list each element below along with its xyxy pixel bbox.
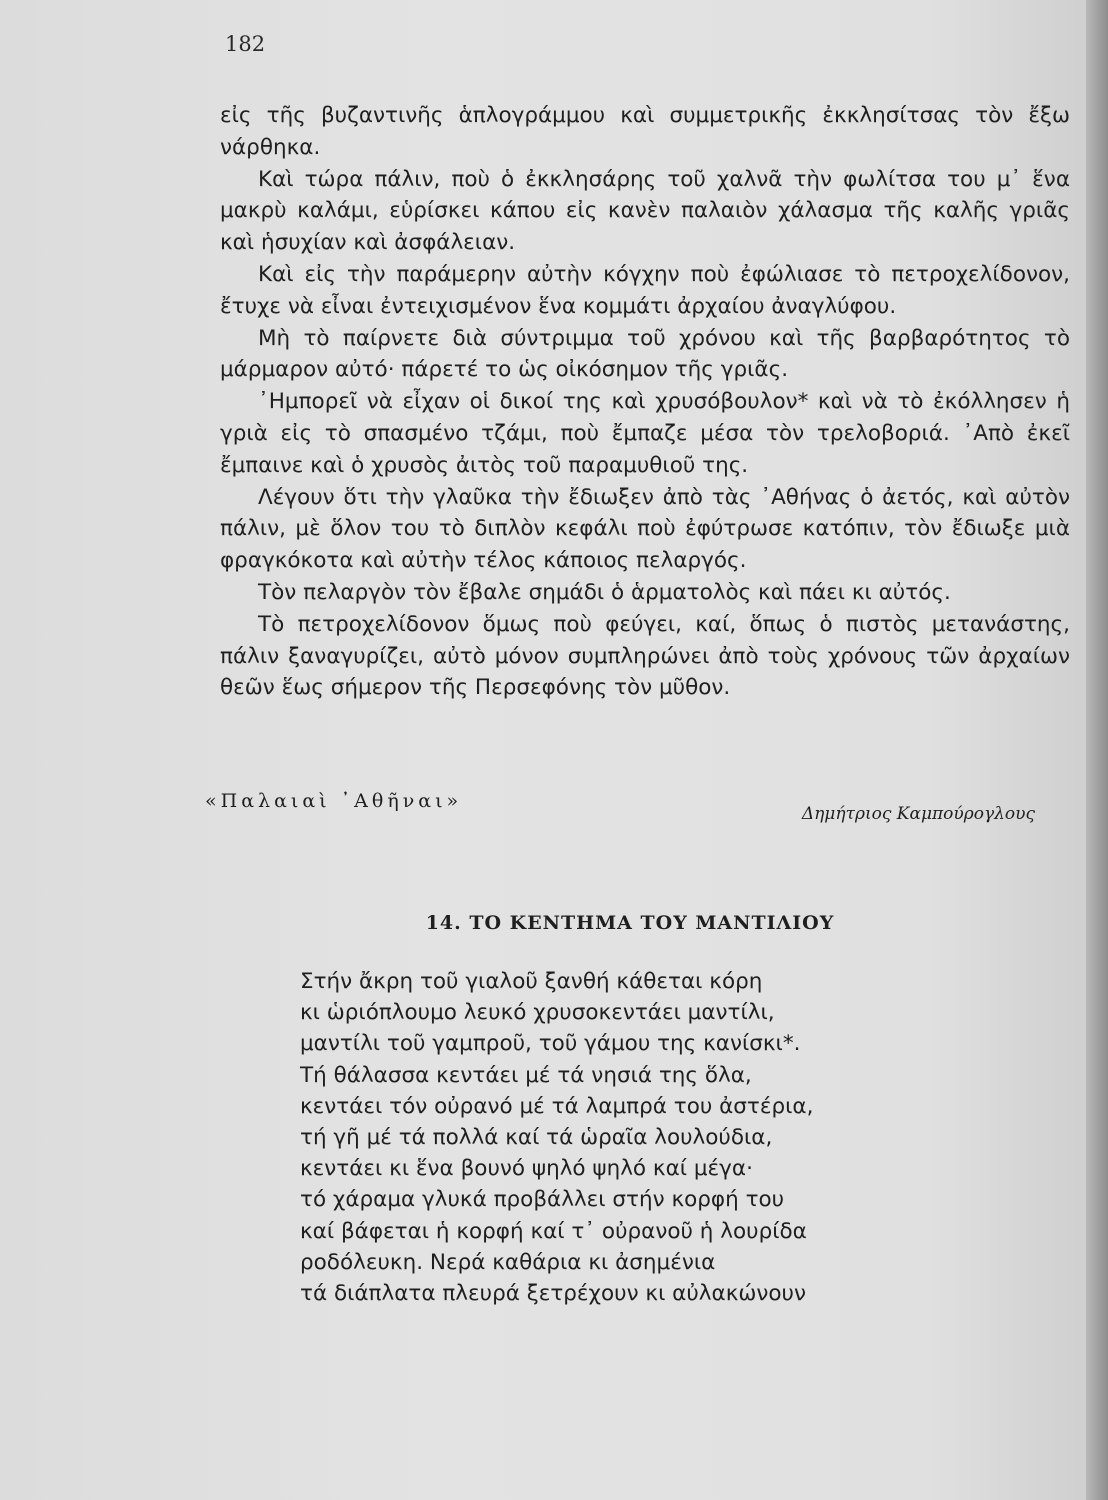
section-heading: 14. ΤΟ ΚΕΝΤΗΜΑ ΤΟΥ ΜΑΝΤΙΛΙΟΥ [425, 912, 835, 934]
poem-line: κι ὡριόπλουμο λευκό χρυσοκεντάει μαντίλι, [300, 1000, 775, 1026]
paragraph: Μὴ τὸ παίρνετε διὰ σύντριμμα τοῦ χρόνου καὶ τῆς βαρβαρότητος τὸ μάρμαρον αὐτό· πάρετέ το ὡς οἰκόσημον τῆς γριᾶς. [220, 325, 1070, 383]
poem-line: Στήν ἄκρη τοῦ γιαλοῦ ξανθή κάθεται κόρη [300, 969, 763, 994]
paragraph: Λέγουν ὅτι τὴν γλαῦκα τὴν ἔδιωξεν ἀπὸ τὰς ᾿Αθήνας ὁ ἀετός, καὶ αὐτὸν πάλιν, μὲ ὅλον του τὸ διπλὸν κεφάλι ποὺ ἐφύτρωσε κατόπιν, τὸν ἔδιωξε μιὰ φραγκόκοτα καὶ αὐτὴν τέλος κάποιος πελαργός. [220, 484, 1070, 574]
author-name: Δημήτριος Καμπούρογλους [801, 804, 1035, 824]
source-title: «Παλαιαὶ ᾿Αθῆναι» [205, 790, 463, 812]
poem-line: μαντίλι τοῦ γαμπροῦ, τοῦ γάμου της κανίσκι*. [300, 1031, 801, 1057]
paragraph: ᾿Ημπορεῖ νὰ εἶχαν οἱ δικοί της καὶ χρυσόβουλον* καὶ νὰ τὸ ἐκόλλησεν ἡ γριὰ εἰς τὸ σπασμένο τζάμι, ποὺ ἔμπαζε μέσα τὸν τρελοβοριά. ᾿Απὸ ἐκεῖ ἔμπαινε καὶ ὁ χρυσὸς ἀιτὸς τοῦ παραμυθιοῦ της. [220, 389, 1070, 478]
poem-line: κεντάει κι ἕνα βουνό ψηλό ψηλό καί μέγα· [300, 1156, 753, 1182]
poem-line: ροδόλευκη. Νερά καθάρια κι ἀσημένια [300, 1249, 716, 1275]
paragraph: Τὸ πετροχελίδονον ὅμως ποὺ φεύγει, καί, ὅπως ὁ πιστὸς μετανάστης, πάλιν ξαναγυρίζει, αὐτὸ μόνον συμπληρώνει ἀπὸ τοὺς χρόνους τῶν ἀρχαίων θεῶν ἕως σήμερον τῆς Περσεφόνης τὸν μῦθον. [220, 611, 1070, 701]
paragraph: Τὸν πελαργὸν τὸν ἔβαλε σημάδι ὁ ἁρματολὸς καὶ πάει κι αὐτός. [258, 579, 951, 605]
poem-line: τά διάπλατα πλευρά ξετρέχουν κι αὐλακώνουν [300, 1281, 806, 1307]
poem-line: τή γῆ μέ τά πολλά καί τά ὡραῖα λουλούδια, [300, 1125, 773, 1151]
paragraph: Καὶ τώρα πάλιν, ποὺ ὁ ἐκκλησάρης τοῦ χαλνᾶ τὴν φωλίτσα του μ᾿ ἕνα μακρὺ καλάμι, εὑρίσκει κάπου εἰς κανὲν παλαιὸν χάλασμα τῆς καλῆς γριᾶς καὶ ἡσυχίαν καὶ ἀσφάλειαν. [220, 166, 1070, 256]
poem [300, 966, 813, 1309]
paragraph: εἰς τῆς βυζαντινῆς ἁπλογράμμου καὶ συμμετρικῆς ἐκκλησίτσας τὸν ἔξω νάρθηκα. [220, 103, 1070, 160]
page-edge-shadow [1086, 0, 1108, 1500]
poem-line: καί βάφεται ἡ κορφή καί τ᾿ οὐρανοῦ ἡ λουρίδα [300, 1218, 807, 1244]
poem-line: τό χάραμα γλυκά προβάλλει στήν κορφή του [300, 1187, 785, 1213]
poem-line: Τή θάλασσα κεντάει μέ τά νησιά της ὅλα, [300, 1062, 752, 1088]
poem-line: κεντάει τόν οὐρανό μέ τά λαμπρά του ἀστέρια, [300, 1093, 814, 1119]
page-number: 182 [225, 32, 266, 56]
prose-block [220, 100, 1070, 704]
paragraph: Καὶ εἰς τὴν παράμερην αὐτὴν κόγχην ποὺ ἐφώλιασε τὸ πετροχελίδονον, ἔτυχε νὰ εἶναι ἐντειχισμένον ἕνα κομμάτι ἀρχαίου ἀναγλύφου. [220, 261, 1070, 319]
attribution [205, 790, 1035, 830]
